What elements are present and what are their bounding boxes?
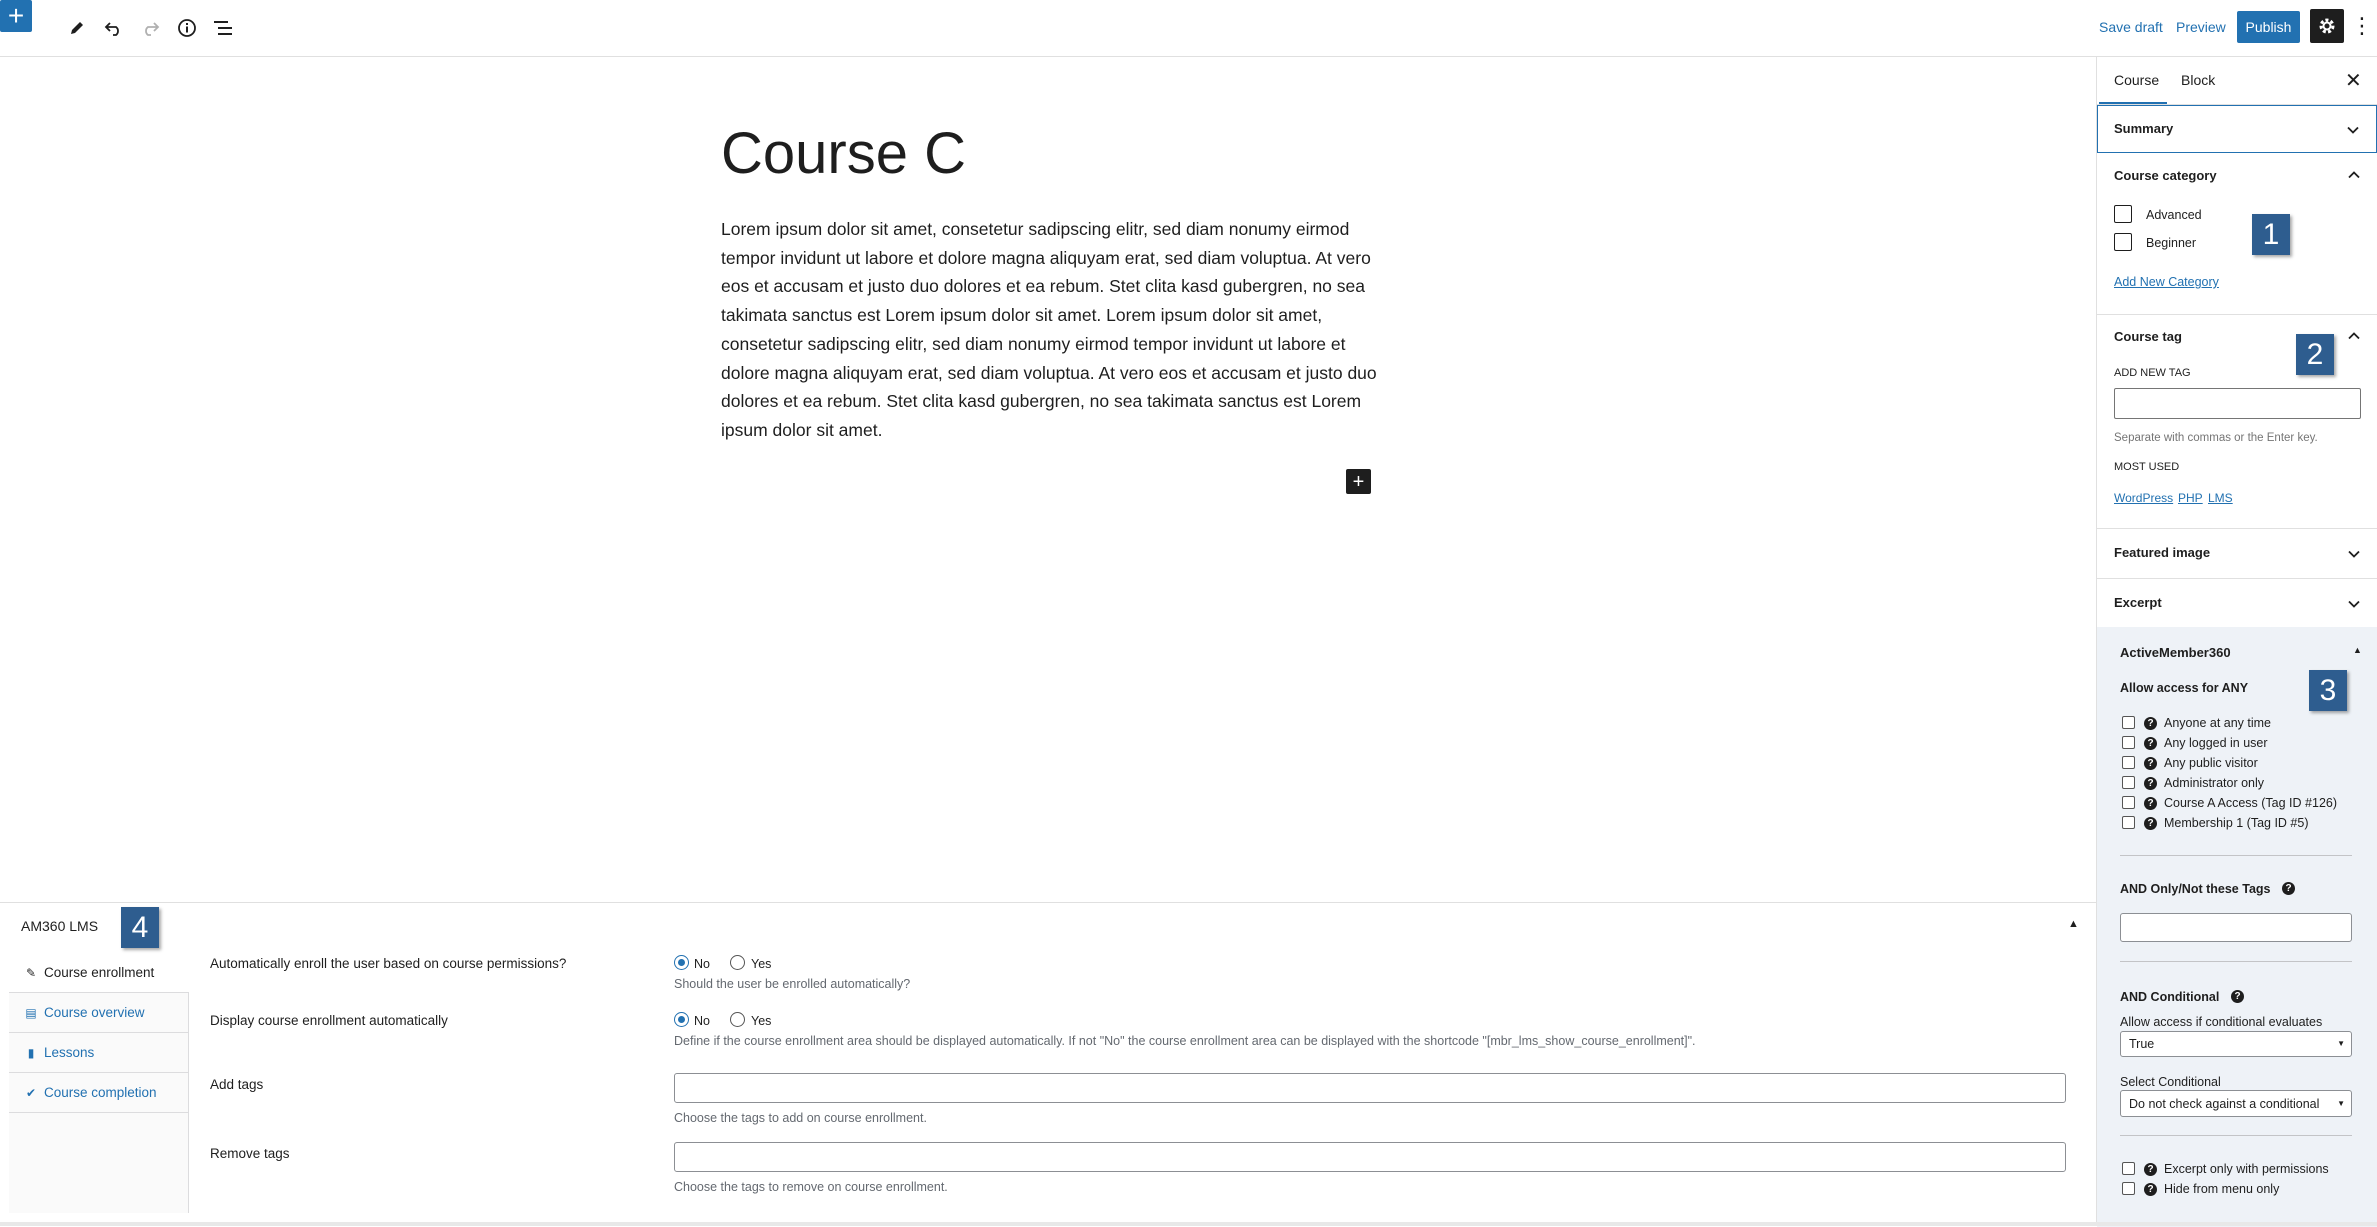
list-view-icon [213,20,233,36]
check-circle-icon: ✔ [25,1085,37,1100]
metabox-nav [9,953,189,1213]
nav-label: Course enrollment [44,965,155,980]
access-anyone-checkbox[interactable] [2122,716,2135,729]
paragraph-block[interactable]: Lorem ipsum dolor sit amet, consetetur sadipscing elitr, sed diam nonumy eirmod tempor invidunt ut labore et dolore magna aliquyam erat, sed diam voluptua. At vero eos et accusam et justo duo dolores et ea rebum. Stet clita kasd gubergren, no sea takimata sanctus est Lorem ipsum dolor sit amet. Lorem ipsum dolor sit amet, consetetur sadipscing elitr, sed diam nonumy eirmod tempor invidunt ut labore et dolore magna aliquyam erat, sed diam voluptua. At vero eos et accusam et justo duo dolores et ea rebum. Stet clita kasd gubergren, no sea takimata sanctus est Lorem ipsum dolor sit amet. [721,219,1377,440]
nav-label: Course completion [44,1085,157,1100]
nav-course-overview[interactable] [9,993,189,1033]
course-category-panel [2097,153,2377,301]
access-admin-checkbox[interactable] [2122,776,2135,789]
plus-icon: + [7,0,25,31]
hide-menu-checkbox[interactable] [2122,1182,2135,1195]
post-title[interactable]: Course C [721,121,966,186]
vertical-ellipsis-icon: ⋮ [2351,13,2373,38]
chevron-down-icon [2347,597,2361,611]
auto-enroll-no-radio[interactable] [674,955,689,970]
category-advanced-label: Advanced [2146,208,2202,222]
callout-badge-4: 4 [121,907,159,948]
divider [2120,1135,2352,1136]
redo-button[interactable] [135,13,165,43]
help-icon[interactable]: ? [2144,717,2157,730]
publish-button[interactable]: Publish [2237,11,2300,43]
tag-link-php[interactable]: PHP [2178,491,2203,505]
collapse-arrow-icon[interactable]: ▲ [2353,645,2362,655]
help-icon[interactable]: ? [2231,990,2244,1003]
undo-button[interactable] [99,13,129,43]
nav-lessons[interactable] [9,1033,189,1073]
book-icon: ▮ [27,1045,35,1060]
auto-enroll-yes-radio[interactable] [730,955,745,970]
most-used-label: MOST USED [2114,461,2180,473]
list-view-button[interactable] [208,13,238,43]
close-icon[interactable]: ✕ [2345,70,2362,92]
display-enrollment-label: Display course enrollment automatically [210,1013,448,1028]
help-icon[interactable]: ? [2282,882,2295,895]
access-logged-in-checkbox[interactable] [2122,736,2135,749]
details-button[interactable] [172,13,202,43]
plus-icon: + [1352,470,1365,493]
divider [2120,855,2352,856]
add-tags-label: Add tags [210,1077,264,1092]
auto-enroll-label: Automatically enroll the user based on course permissions? [210,956,567,971]
hide-menu-label: Hide from menu only [2164,1182,2280,1196]
add-new-tag-label: ADD NEW TAG [2114,367,2191,379]
course-tag-title[interactable]: Course tag [2114,329,2182,344]
allow-if-value: True [2129,1037,2155,1051]
access-option-label: Membership 1 (Tag ID #5) [2164,816,2309,830]
radio-label-yes: Yes [751,1014,772,1028]
settings-button[interactable] [2310,9,2344,43]
remove-tags-input[interactable] [674,1142,2066,1172]
editor-toolbar [0,0,2377,57]
callout-badge-1: 1 [2252,214,2290,255]
access-public-checkbox[interactable] [2122,756,2135,769]
excerpt-panel[interactable] [2097,579,2377,627]
chevron-up-icon[interactable] [2347,329,2361,343]
tag-link-lms[interactable]: LMS [2208,491,2233,505]
nav-label: Lessons [44,1045,95,1060]
display-yes-radio[interactable] [730,1012,745,1027]
add-new-tag-input[interactable] [2114,388,2361,419]
pencil-icon: ✎ [25,965,37,980]
select-conditional-value: Do not check against a conditional [2129,1096,2320,1111]
divider [2120,961,2352,962]
select-conditional-label: Select Conditional [2120,1075,2221,1089]
tag-help-text: Separate with commas or the Enter key. [2114,432,2318,444]
remove-tags-description: Choose the tags to remove on course enrollment. [674,1180,948,1194]
access-option-label: Any logged in user [2164,736,2268,750]
allow-if-select[interactable] [2120,1031,2352,1057]
auto-enroll-description: Should the user be enrolled automatically? [674,977,911,991]
pencil-icon [68,19,86,37]
category-beginner-checkbox[interactable] [2114,233,2132,251]
tab-course[interactable]: Course [2114,72,2160,88]
callout-badge-2: 2 [2296,334,2334,375]
help-icon[interactable]: ? [2144,1183,2157,1196]
save-draft-button[interactable]: Save draft [2099,19,2163,35]
excerpt-only-checkbox[interactable] [2122,1162,2135,1175]
settings-sidebar [2096,57,2377,1226]
tag-link-wordpress[interactable]: WordPress [2114,491,2174,505]
display-description: Define if the course enrollment area should be displayed automatically. If not "No" the course enrollment area can be displayed with the shortcode "[mbr_lms_show_course_enrollment]". [674,1034,1696,1048]
access-option-label: Any public visitor [2164,756,2258,770]
add-tags-input[interactable] [674,1073,2066,1103]
category-beginner-label: Beginner [2146,236,2197,250]
featured-image-title: Featured image [2114,545,2211,560]
help-icon[interactable]: ? [2144,757,2157,770]
block-inserter-button[interactable] [0,0,32,32]
access-option-label: Anyone at any time [2164,716,2272,730]
select-conditional-select[interactable] [2120,1090,2352,1117]
am360-title: ActiveMember360 [2120,645,2231,660]
summary-panel[interactable] [2097,105,2377,153]
redo-icon [140,19,160,37]
tab-block[interactable]: Block [2181,72,2216,88]
add-tags-description: Choose the tags to add on course enrollment. [674,1111,927,1125]
display-no-radio[interactable] [674,1012,689,1027]
help-icon[interactable]: ? [2144,737,2157,750]
featured-image-panel[interactable] [2097,529,2377,578]
help-icon[interactable]: ? [2144,797,2157,810]
help-icon[interactable]: ? [2144,1163,2157,1176]
and-only-not-tags-input[interactable] [2120,913,2352,942]
callout-badge-3: 3 [2309,670,2347,711]
radio-label-no: No [694,1014,710,1028]
add-new-category-link[interactable]: Add New Category [2114,275,2219,289]
radio-label-yes: Yes [751,957,772,971]
tools-button[interactable] [62,13,92,43]
info-icon [177,18,197,38]
help-icon[interactable]: ? [2144,817,2157,830]
excerpt-title: Excerpt [2114,595,2162,610]
allow-if-label: Allow access if conditional evaluates [2120,1015,2323,1029]
more-options-button[interactable] [2351,12,2373,40]
nav-course-enrollment[interactable] [9,953,189,993]
footer-bar [0,1222,2377,1226]
chevron-up-icon[interactable] [2347,168,2361,182]
access-option-label: Administrator only [2164,776,2265,790]
metabox-title: AM360 LMS [21,918,99,934]
access-membership-checkbox[interactable] [2122,816,2135,829]
access-option-label: Course A Access (Tag ID #126) [2164,796,2338,810]
nav-label: Course overview [44,1005,145,1020]
access-course-a-checkbox[interactable] [2122,796,2135,809]
excerpt-only-label: Excerpt only with permissions [2164,1162,2329,1176]
chevron-down-icon [2346,123,2360,137]
nav-course-completion[interactable] [9,1073,189,1113]
radio-label-no: No [694,957,710,971]
category-advanced-checkbox[interactable] [2114,205,2132,223]
course-tag-panel [2097,315,2377,525]
course-category-title[interactable]: Course category [2114,168,2217,183]
help-icon[interactable]: ? [2144,777,2157,790]
and-only-not-tags-label: AND Only/Not these Tags [2120,882,2271,896]
collapse-arrow-icon[interactable]: ▲ [2068,918,2079,930]
activemember360-panel [2097,627,2377,1227]
remove-tags-label: Remove tags [210,1146,290,1161]
gear-icon [2317,16,2337,36]
chevron-down-icon: ▼ [2337,1039,2345,1048]
summary-title: Summary [2114,121,2174,136]
allow-access-any-label: Allow access for ANY [2120,681,2249,695]
and-conditional-label: AND Conditional [2120,990,2220,1004]
preview-button[interactable]: Preview [2176,19,2226,35]
list-icon: ▤ [25,1005,37,1020]
add-block-button[interactable] [1346,469,1371,494]
am360-lms-metabox [0,902,2096,1226]
undo-icon [104,19,124,37]
chevron-down-icon: ▼ [2337,1099,2345,1108]
chevron-down-icon [2347,547,2361,561]
